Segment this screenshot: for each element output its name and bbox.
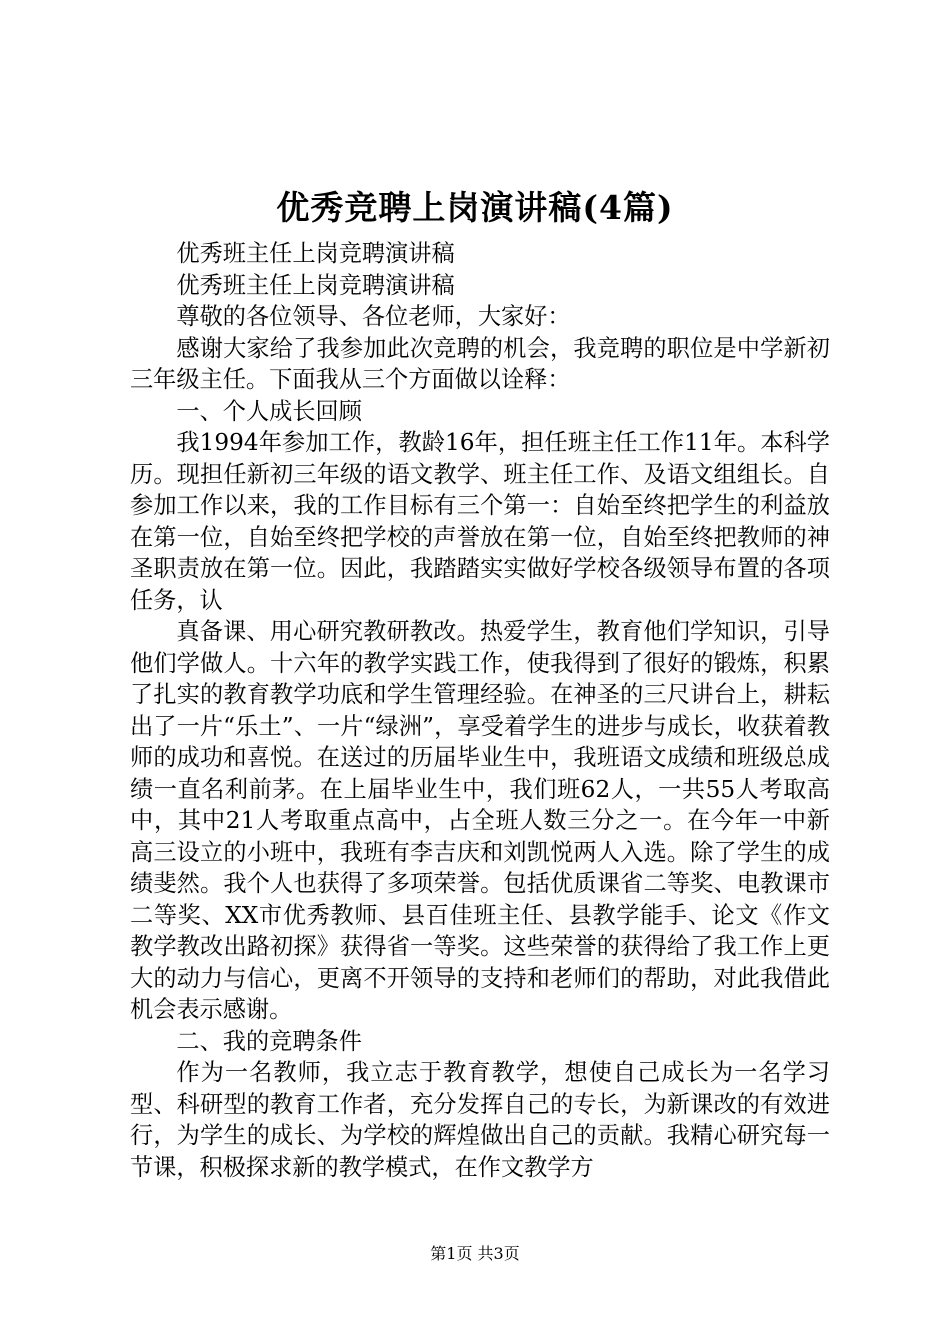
document-title: 优秀竞聘上岗演讲稿(4篇)	[276, 188, 674, 227]
paragraph: 我1994年参加工作，教龄16年，担任班主任工作11年。本科学历。现担任新初三年级的语文教学、班主任工作、及语文组组长。自参加工作以来，我的工作目标有三个第一：自始至终把学生的利益放在第一位，自始至终把学校的声誉放在第一位，自始至终把教师的神圣职责放在第一位。因此，我踏踏实实做好学校各级领导布置的各项任务，认	[130, 429, 830, 614]
paragraph: 优秀班主任上岗竞聘演讲稿	[176, 240, 455, 267]
paragraph: 优秀班主任上岗竞聘演讲稿	[176, 271, 455, 299]
section-heading: 一、个人成长回顾	[176, 397, 362, 425]
paragraph: 感谢大家给了我参加此次竞聘的机会，我竞聘的职位是中学新初三年级主任。下面我从三个方面做以诠释：	[130, 334, 830, 393]
document-body	[130, 238, 830, 1183]
page-footer: 第1页 共3页	[430, 1244, 520, 1263]
section-heading: 二、我的竞聘条件	[176, 1027, 362, 1055]
paragraph: 真备课、用心研究教研教改。热爱学生，教育他们学知识，引导他们学做人。十六年的教学实践工作，使我得到了很好的锻炼，积累了扎实的教育教学功底和学生管理经验。在神圣的三尺讲台上，耕耘出了一片“乐土”、一片“绿洲”，享受着学生的进步与成长，收获着教师的成功和喜悦。在送过的历届毕业生中，我班语文成绩和班级总成绩一直名利前茅。在上届毕业生中，我们班62人，一共55人考取高中，其中21人考取重点高中，占全班人数三分之一。在今年一中新高三设立的小班中，我班有李吉庆和刘凯悦两人入选。除了学生的成绩斐然。我个人也获得了多项荣誉。包括优质课省二等奖、电教课市二等奖、XX市优秀教师、县百佳班主任、县教学能手、论文《作文教学教改出路初探》获得省一等奖。这些荣誉的获得给了我工作上更大的动力与信心，更离不开领导的支持和老师们的帮助，对此我借此机会表示感谢。	[130, 618, 830, 1023]
paragraph: 作为一名教师，我立志于教育教学，想使自己成长为一名学习型、科研型的教育工作者，充分发挥自己的专长，为新课改的有效进行，为学生的成长、为学校的辉煌做出自己的贡献。我精心研究每一节课，积极探求新的教学模式，在作文教学方	[130, 1059, 830, 1181]
paragraph: 尊敬的各位领导、各位老师，大家好：	[176, 303, 571, 330]
